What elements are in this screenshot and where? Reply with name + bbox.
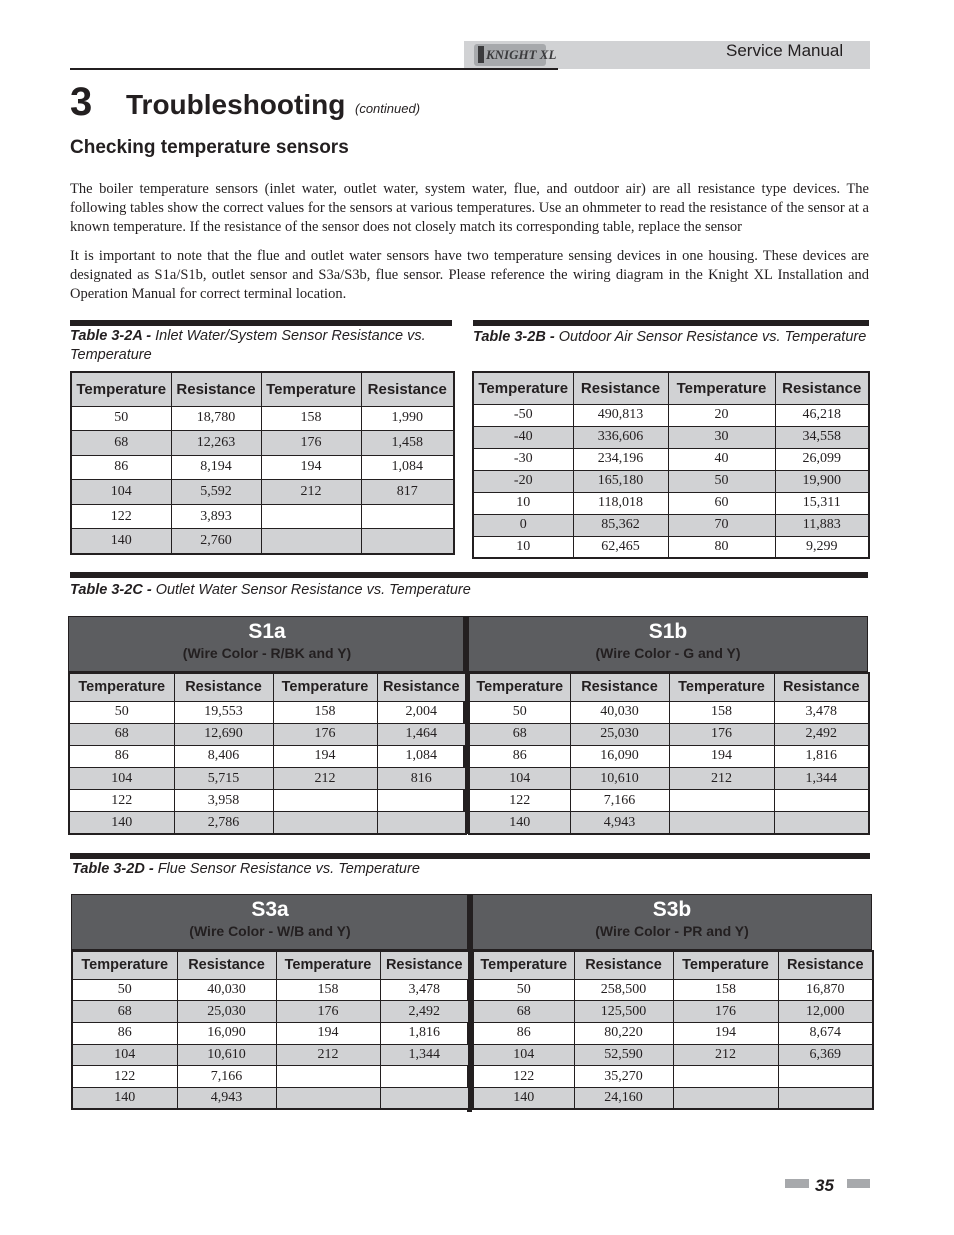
table-cell: 165,180 [573, 470, 668, 492]
table-cell: 212 [261, 480, 361, 505]
table-cell: 6,369 [778, 1044, 873, 1066]
s3a-table [71, 950, 470, 1110]
column-header: Temperature [276, 951, 380, 979]
table-cell [261, 504, 361, 529]
table-cell [377, 812, 466, 834]
table-cell: 158 [276, 979, 380, 1001]
table-row [72, 1044, 469, 1066]
table-row [473, 492, 869, 514]
table-cell: 7,166 [570, 790, 669, 812]
table-row [71, 480, 454, 505]
table-cell [361, 529, 454, 554]
table-cell [273, 790, 377, 812]
knight-xl-logo [470, 41, 556, 69]
table-2c-rule [70, 572, 868, 578]
column-header: Temperature [261, 372, 361, 406]
table-row [71, 431, 454, 456]
s3a-header [71, 894, 469, 950]
table-cell: 34,558 [775, 426, 869, 448]
table-cell: 19,553 [174, 701, 273, 723]
table-cell: 11,883 [775, 514, 869, 536]
table-cell: 140 [71, 529, 171, 554]
column-header: Temperature [273, 673, 377, 701]
table-row [473, 470, 869, 492]
table-cell: 8,194 [171, 455, 261, 480]
table-cell: 212 [276, 1044, 380, 1066]
table-2d-rule [70, 853, 870, 859]
table-cell [361, 504, 454, 529]
table-2d-caption: Table 3-2D - Flue Sensor Resistance vs. Temperature [72, 861, 420, 877]
table-cell: 258,500 [574, 979, 673, 1001]
table-cell: 80 [668, 536, 775, 558]
table-cell: 212 [669, 768, 774, 790]
table-cell: 158 [673, 979, 778, 1001]
table-row [473, 448, 869, 470]
table-cell: 176 [673, 1001, 778, 1023]
table-cell: 817 [361, 480, 454, 505]
table-cell: 2,004 [377, 701, 466, 723]
table-row [469, 745, 869, 767]
table-cell: -20 [473, 470, 573, 492]
table-cell: 2,492 [380, 1001, 469, 1023]
table-cell: 40,030 [570, 701, 669, 723]
table-cell: 4,943 [570, 812, 669, 834]
s3b-wire-color: (Wire Color - PR and Y) [595, 923, 749, 939]
table-row [469, 701, 869, 723]
table-cell: 52,590 [574, 1044, 673, 1066]
table-cell: 3,478 [380, 979, 469, 1001]
table-row [71, 529, 454, 554]
paragraph-note: It is important to note that the flue and outlet water sensors have two temperature sensing devices in one housing. These devices are designated as S1a/S1b, outlet sensor and S3a/S3b, flue sensor. Please reference the wiring diagram in the Knight XL Installation and Operation Manual for correct terminal location. [70, 248, 869, 302]
table-row [473, 514, 869, 536]
column-header: Resistance [377, 673, 466, 701]
chapter-continued: (continued) [355, 101, 421, 116]
table-cell: 12,263 [171, 431, 261, 456]
column-header: Resistance [778, 951, 873, 979]
table-2a-rule [70, 320, 452, 326]
table-cell: 118,018 [573, 492, 668, 514]
s1b-header [468, 616, 868, 672]
table-cell: 35,270 [574, 1066, 673, 1088]
table-cell: 40 [668, 448, 775, 470]
table-cell: 140 [469, 812, 570, 834]
s3b-header [472, 894, 872, 950]
table-cell: 3,893 [171, 504, 261, 529]
table-cell: 86 [69, 745, 174, 767]
table-cell: 4,943 [177, 1087, 276, 1109]
table-cell: 194 [273, 745, 377, 767]
table-cell: 50 [71, 406, 171, 431]
table-cell: 212 [273, 768, 377, 790]
table-cell: 125,500 [574, 1001, 673, 1023]
table-cell: -30 [473, 448, 573, 470]
table-cell [276, 1087, 380, 1109]
s1b-table [468, 672, 870, 835]
table-cell: 50 [69, 701, 174, 723]
table-cell: -40 [473, 426, 573, 448]
table-cell: 816 [377, 768, 466, 790]
table-cell: 86 [71, 455, 171, 480]
section-title: Checking temperature sensors [70, 137, 349, 158]
table-cell: 122 [469, 790, 570, 812]
column-header: Resistance [774, 673, 869, 701]
table-cell: 158 [261, 406, 361, 431]
s3b-table [472, 950, 874, 1110]
table-cell: 68 [473, 1001, 574, 1023]
table-cell: 1,344 [380, 1044, 469, 1066]
column-header: Temperature [72, 951, 177, 979]
column-header: Temperature [69, 673, 174, 701]
table-cell: 336,606 [573, 426, 668, 448]
table-cell: 5,592 [171, 480, 261, 505]
table-row [69, 790, 466, 812]
table-cell: 194 [261, 455, 361, 480]
table-cell: 46,218 [775, 404, 869, 426]
table-cell: 26,099 [775, 448, 869, 470]
table-cell [774, 790, 869, 812]
table-cell: 122 [72, 1066, 177, 1088]
table-cell: 62,465 [573, 536, 668, 558]
table-row [72, 979, 469, 1001]
table-cell: 68 [71, 431, 171, 456]
table-cell: 1,458 [361, 431, 454, 456]
table-cell: 176 [669, 723, 774, 745]
table-cell: 86 [473, 1022, 574, 1044]
table-cell: 194 [673, 1022, 778, 1044]
table-cell [380, 1066, 469, 1088]
table-cell: 176 [276, 1001, 380, 1023]
table-cell: 1,816 [774, 745, 869, 767]
table-cell [778, 1087, 873, 1109]
table-cell [261, 529, 361, 554]
table-row [473, 536, 869, 558]
table-cell: 104 [69, 768, 174, 790]
table-cell: 1,344 [774, 768, 869, 790]
table-2b-caption: Table 3-2B - Outdoor Air Sensor Resistance vs. Temperature [473, 329, 867, 345]
table-cell: 18,780 [171, 406, 261, 431]
table-cell: 2,760 [171, 529, 261, 554]
table-cell: 122 [71, 504, 171, 529]
table-cell [673, 1087, 778, 1109]
svg-text:KNIGHT XL: KNIGHT XL [486, 47, 556, 62]
paragraph-intro: The boiler temperature sensors (inlet water, outlet water, system water, flue, and outdoor air) are all resistance type devices. The following tables show the correct values for the sensors at various temperatures. Use an ohmmeter to read the resistance of the sensor at a known temperature. If the resistance of the sensor does not closely match its corresponding table, replace the sensor [70, 181, 869, 235]
table-cell: 194 [669, 745, 774, 767]
table-cell: 158 [273, 701, 377, 723]
table-cell [380, 1087, 469, 1109]
s1a-wire-color: (Wire Color - R/BK and Y) [182, 645, 352, 661]
table-cell: 30 [668, 426, 775, 448]
table-cell: 25,030 [570, 723, 669, 745]
table-row [71, 504, 454, 529]
table-row [72, 1001, 469, 1023]
column-header: Resistance [171, 372, 261, 406]
table-row [473, 1087, 873, 1109]
table-cell: 1,816 [380, 1022, 469, 1044]
column-header: Resistance [573, 372, 668, 404]
table-cell: 86 [72, 1022, 177, 1044]
table-cell: 140 [72, 1087, 177, 1109]
table-cell [377, 790, 466, 812]
table-row [69, 701, 466, 723]
s1a-table [68, 672, 467, 835]
table-row [69, 768, 466, 790]
table-cell: 194 [276, 1022, 380, 1044]
table-cell: 10 [473, 536, 573, 558]
table-cell [673, 1066, 778, 1088]
s3a-title: S3a [251, 898, 289, 921]
table-cell [273, 812, 377, 834]
table-cell: 12,690 [174, 723, 273, 745]
table-cell: -50 [473, 404, 573, 426]
table-cell: 5,715 [174, 768, 273, 790]
table-row [469, 723, 869, 745]
table-cell: 68 [69, 723, 174, 745]
table-row [72, 1066, 469, 1088]
table-row [469, 812, 869, 834]
table-cell: 104 [72, 1044, 177, 1066]
column-header: Resistance [574, 951, 673, 979]
column-header: Temperature [469, 673, 570, 701]
column-header: Resistance [361, 372, 454, 406]
table-cell: 68 [72, 1001, 177, 1023]
table-cell [778, 1066, 873, 1088]
table-cell: 490,813 [573, 404, 668, 426]
column-header: Temperature [669, 673, 774, 701]
table-cell: 3,478 [774, 701, 869, 723]
table-2a-caption: Table 3-2A - Inlet Water/System Sensor Resistance vs. Temperature [70, 328, 426, 363]
table-cell: 19,900 [775, 470, 869, 492]
table-cell: 80,220 [574, 1022, 673, 1044]
table-cell: 176 [273, 723, 377, 745]
s1b-wire-color: (Wire Color - G and Y) [595, 645, 741, 661]
table-2b-rule [473, 320, 869, 326]
table-cell: 8,674 [778, 1022, 873, 1044]
table-cell [276, 1066, 380, 1088]
table-cell: 16,090 [177, 1022, 276, 1044]
table-cell: 0 [473, 514, 573, 536]
table-cell: 3,958 [174, 790, 273, 812]
table-cell: 1,990 [361, 406, 454, 431]
table-row [72, 1087, 469, 1109]
s3a-wire-color: (Wire Color - W/B and Y) [189, 923, 351, 939]
table-row [473, 1001, 873, 1023]
table-cell [669, 812, 774, 834]
table-cell: 122 [473, 1066, 574, 1088]
table-cell: 10,610 [177, 1044, 276, 1066]
page-number: 35 [815, 1176, 834, 1195]
table-cell: 50 [473, 979, 574, 1001]
table-cell: 68 [469, 723, 570, 745]
table-cell: 122 [69, 790, 174, 812]
table-row [71, 406, 454, 431]
table-row [469, 790, 869, 812]
table-cell: 176 [261, 431, 361, 456]
s1a-title: S1a [248, 620, 286, 643]
table-cell: 104 [71, 480, 171, 505]
column-header: Temperature [473, 372, 573, 404]
table-cell: 50 [668, 470, 775, 492]
table-cell [774, 812, 869, 834]
table-cell: 140 [473, 1087, 574, 1109]
table-row [69, 723, 466, 745]
table-cell: 104 [473, 1044, 574, 1066]
table-row [473, 1022, 873, 1044]
manual-title: Service Manual [726, 41, 844, 60]
table-cell: 25,030 [177, 1001, 276, 1023]
table-cell: 2,492 [774, 723, 869, 745]
table-2a [70, 371, 455, 555]
table-cell: 7,166 [177, 1066, 276, 1088]
column-header: Resistance [570, 673, 669, 701]
table-row [469, 768, 869, 790]
table-cell: 15,311 [775, 492, 869, 514]
chapter-number: 3 [70, 80, 93, 124]
column-header: Resistance [174, 673, 273, 701]
footer-bar-right [847, 1179, 870, 1188]
table-cell: 9,299 [775, 536, 869, 558]
table-cell: 60 [668, 492, 775, 514]
column-header: Resistance [380, 951, 469, 979]
table-cell: 1,084 [377, 745, 466, 767]
table-cell: 50 [469, 701, 570, 723]
s1b-title: S1b [648, 620, 688, 643]
table-cell: 158 [669, 701, 774, 723]
table-cell: 10 [473, 492, 573, 514]
table-row [473, 404, 869, 426]
table-cell: 8,406 [174, 745, 273, 767]
table-row [69, 745, 466, 767]
table-2c-caption: Table 3-2C - Outlet Water Sensor Resistance vs. Temperature [70, 582, 471, 598]
table-cell: 140 [69, 812, 174, 834]
header-rule [70, 68, 558, 70]
table-cell: 50 [72, 979, 177, 1001]
s1a-header [68, 616, 466, 672]
column-header: Resistance [177, 951, 276, 979]
footer-bar-left [785, 1179, 809, 1188]
table-cell: 86 [469, 745, 570, 767]
table-cell: 40,030 [177, 979, 276, 1001]
table-cell: 24,160 [574, 1087, 673, 1109]
table-cell: 70 [668, 514, 775, 536]
table-row [473, 1066, 873, 1088]
table-cell: 85,362 [573, 514, 668, 536]
table-cell: 1,084 [361, 455, 454, 480]
column-header: Temperature [473, 951, 574, 979]
table-cell: 104 [469, 768, 570, 790]
column-header: Resistance [775, 372, 869, 404]
table-row [71, 455, 454, 480]
table-row [473, 1044, 873, 1066]
table-cell [669, 790, 774, 812]
column-header: Temperature [71, 372, 171, 406]
table-cell: 1,464 [377, 723, 466, 745]
table-cell: 20 [668, 404, 775, 426]
table-cell: 2,786 [174, 812, 273, 834]
chapter-title: Troubleshooting [126, 89, 346, 120]
table-2b [472, 371, 870, 559]
table-row [69, 812, 466, 834]
table-cell: 10,610 [570, 768, 669, 790]
s3b-title: S3b [652, 898, 692, 921]
column-header: Temperature [673, 951, 778, 979]
table-cell: 16,870 [778, 979, 873, 1001]
table-cell: 234,196 [573, 448, 668, 470]
table-row [72, 1022, 469, 1044]
table-row [473, 979, 873, 1001]
table-cell: 16,090 [570, 745, 669, 767]
column-header: Temperature [668, 372, 775, 404]
table-cell: 212 [673, 1044, 778, 1066]
table-cell: 12,000 [778, 1001, 873, 1023]
table-row [473, 426, 869, 448]
